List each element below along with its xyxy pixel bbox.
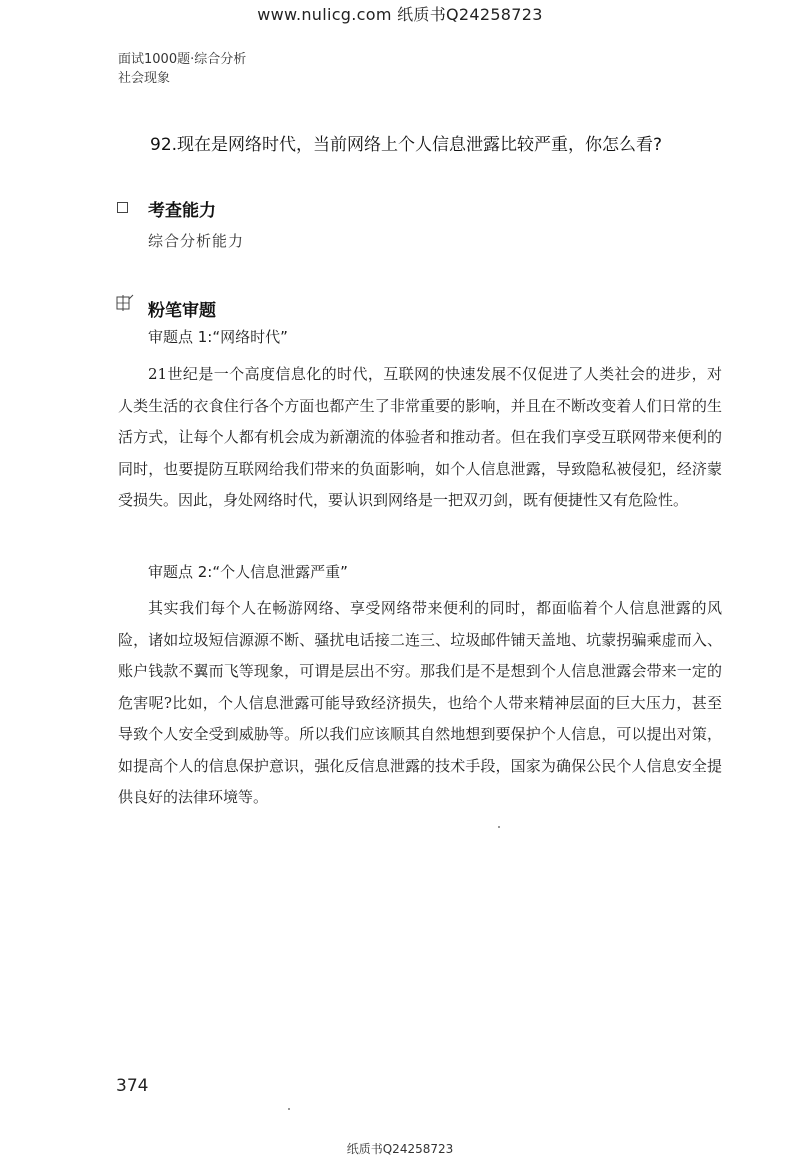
checkbox-square-icon	[117, 202, 128, 213]
book-title: 面试1000题·综合分析	[118, 52, 247, 67]
section-review-title: 粉笔审题	[148, 301, 216, 321]
scan-speck	[288, 1108, 290, 1110]
bottom-watermark: 纸质书Q24258723	[346, 1142, 454, 1156]
chapter-title: 社会现象	[118, 71, 171, 86]
section-ability-content: 综合分析能力	[148, 232, 245, 250]
question-title: 92.现在是网络时代，当前网络上个人信息泄露比较严重，你怎么看?	[150, 135, 663, 155]
section-ability-title: 考查能力	[148, 201, 216, 221]
review-point-heading: 审题点 1:“网络时代”	[148, 328, 288, 346]
review-point-paragraph: 其实我们每个人在畅游网络、享受网络带来便利的同时，都面临着个人信息泄露的风险，诸如垃圾短信源源不断、骚扰电话接二连三、垃圾邮件铺天盖地、坑蒙拐骗乘虚而入、账户钱款不翼而飞等现象，可谓是层出不穷。那我们是不是想到个人信息泄露会带来一定的危害呢?比如，个人信息泄露可能导致经济损失，也给个人带来精神层面的巨大压力，甚至导致个人安全受到威胁等。所以我们应该顺其自然地想到要保护个人信息，可以提出对策，如提高个人的信息保护意识，强化反信息泄露的技术手段，国家为确保公民个人信息安全提供良好的法律环境等。	[118, 599, 722, 806]
pen-grid-icon	[116, 294, 134, 312]
scan-speck	[498, 826, 500, 828]
running-head	[118, 50, 246, 88]
review-point-paragraph: 21世纪是一个高度信息化的时代，互联网的快速发展不仅促进了人类社会的进步，对人类生活的衣食住行各个方面也都产生了非常重要的影响，并且在不断改变着人们日常的生活方式，让每个人都有机会成为新潮流的体验者和推动者。但在我们享受互联网带来便利的同时，也要提防互联网给我们带来的负面影响，如个人信息泄露，导致隐私被侵犯，经济蒙受损失。因此，身处网络时代，要认识到网络是一把双刃剑，既有便捷性又有危险性。	[118, 365, 722, 509]
top-watermark: www.nulicg.com 纸质书Q24258723	[257, 5, 543, 24]
review-point-heading: 审题点 2:“个人信息泄露严重”	[148, 563, 348, 581]
page-number: 374	[116, 1076, 149, 1096]
